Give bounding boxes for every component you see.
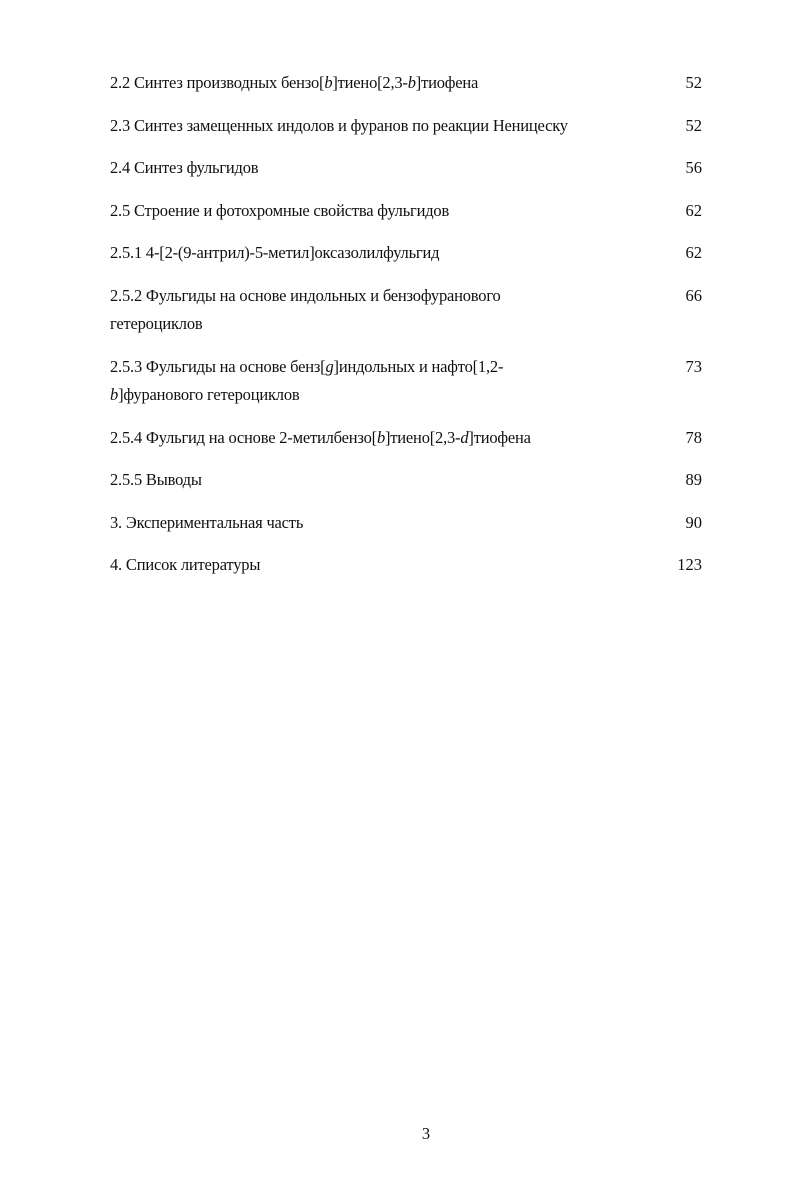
toc-entry-2-3 (110, 112, 702, 141)
toc-entry-2-4 (110, 154, 702, 183)
toc-entry-page: 52 (685, 73, 702, 92)
toc-entry-page: 56 (685, 158, 702, 177)
toc-entry-title: 2.5.5 Выводы (110, 470, 202, 489)
toc-entry-page: 62 (685, 243, 702, 262)
table-of-contents (110, 69, 702, 594)
toc-entry-page: 62 (685, 200, 702, 220)
toc-entry-4 (110, 551, 702, 580)
toc-entry-title: 2.5 Строение и фотохромные свойства фульгидов (110, 200, 450, 220)
toc-entry-title: 2.5.4 Фульгид на основе 2-метилбензо[b]тиено[2,3-d]тиофена (110, 427, 531, 447)
toc-entry-title: 3. Экспериментальная часть (110, 512, 304, 532)
toc-entry-title: 2.5.3 Фульгиды на основе бенз[g]индольных и нафто[1,2-b]фуранового гетероциклов (110, 356, 504, 404)
toc-entry-2-5-2 (110, 282, 702, 339)
toc-entry-page: 52 (685, 115, 702, 135)
toc-entry-page: 73 (685, 356, 702, 376)
toc-entry-title: 4. Список литературы (110, 555, 261, 574)
toc-entry-page: 123 (677, 555, 702, 574)
toc-entry-page: 90 (685, 512, 702, 532)
toc-entry-2-5-3 (110, 353, 702, 410)
toc-entry-2-5-5 (110, 466, 702, 495)
toc-entry-title: 2.5.2 Фульгиды на основе индольных и бензофуранового гетероциклов (110, 285, 501, 333)
toc-entry-3 (110, 509, 702, 538)
toc-entry-title: 2.4 Синтез фульгидов (110, 158, 259, 177)
toc-entry-title: 2.3 Синтез замещенных индолов и фуранов по реакции Неницеску (110, 115, 568, 135)
toc-entry-2-2 (110, 69, 702, 98)
toc-entry-2-5-4 (110, 424, 702, 453)
toc-entry-2-5 (110, 197, 702, 226)
toc-entry-page: 78 (685, 427, 702, 447)
toc-entry-page: 66 (685, 285, 702, 305)
toc-entry-title: 2.5.1 4-[2-(9-антрил)-5-метил]оксазолилфульгид (110, 243, 440, 262)
page-number: 3 (421, 1124, 431, 1143)
toc-entry-page: 89 (685, 470, 702, 489)
toc-entry-2-5-1 (110, 239, 702, 268)
toc-entry-title: 2.2 Синтез производных бензо[b]тиено[2,3-b]тиофена (110, 73, 479, 92)
